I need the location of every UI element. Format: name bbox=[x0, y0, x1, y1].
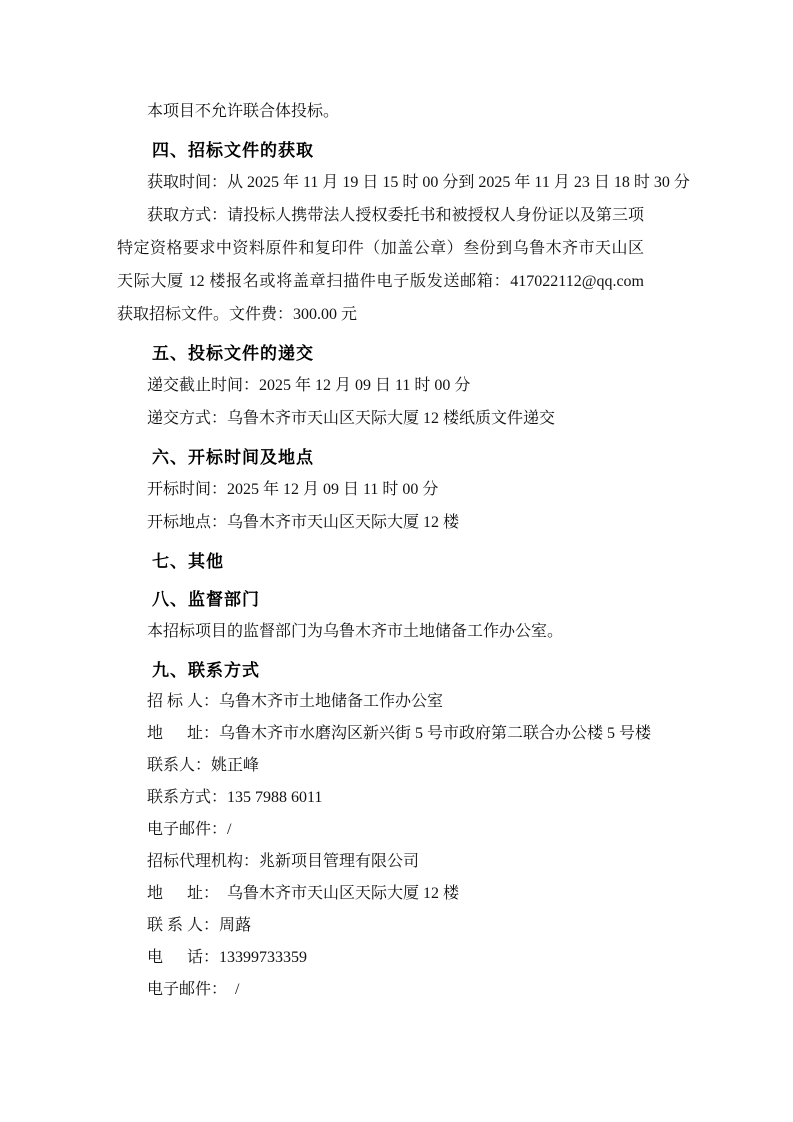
agency-phone-line: 电 话：13399733359 bbox=[147, 949, 308, 966]
tenderer-phone-line: 联系方式：135 7988 6011 bbox=[147, 789, 323, 806]
section-heading-contact: 九、联系方式 bbox=[152, 661, 260, 680]
submission-deadline-line: 递交截止时间：2025 年 12 月 09 日 11 时 00 分 bbox=[147, 377, 471, 394]
acquisition-method-paragraph: 获取方式：请投标人携带法人授权委托书和被授权人身份证以及第三项特定资格要求中资料原件和复印件（加盖公章）叁份到乌鲁木齐市天山区天际大厦 12 楼报名或将盖章扫描件电子版发送邮箱：417022112@qq.com 获取招标文件。文件费：300.00 元 bbox=[117, 207, 644, 323]
tenderer-email-line: 电子邮件：/ bbox=[147, 821, 232, 838]
no-consortium-line: 本项目不允许联合体投标。 bbox=[147, 103, 340, 120]
tenderer-contact-person-line: 联系人：姚正峰 bbox=[147, 757, 260, 774]
section-heading-supervision: 八、监督部门 bbox=[152, 590, 260, 609]
agency-address-line: 地 址： 乌鲁木齐市天山区天际大厦 12 楼 bbox=[147, 885, 460, 902]
agency-line: 招标代理机构：兆新项目管理有限公司 bbox=[147, 853, 420, 870]
tenderer-address-line: 地 址：乌鲁木齐市水磨沟区新兴街 5 号市政府第二联合办公楼 5 号楼 bbox=[147, 725, 652, 742]
agency-email-line: 电子邮件： / bbox=[147, 981, 240, 998]
tenderer-line: 招 标 人：乌鲁木齐市土地储备工作办公室 bbox=[147, 693, 444, 710]
agency-contact-person-line: 联 系 人：周蕗 bbox=[147, 917, 252, 934]
acquisition-time-line: 获取时间：从 2025 年 11 月 19 日 15 时 00 分到 2025 年 11 月 23 日 18 时 30 分 bbox=[147, 174, 690, 191]
bid-opening-place-line: 开标地点：乌鲁木齐市天山区天际大厦 12 楼 bbox=[147, 514, 460, 531]
section-heading-other: 七、其他 bbox=[152, 552, 224, 571]
document-body bbox=[117, 95, 690, 1006]
submission-method-line: 递交方式：乌鲁木齐市天山区天际大厦 12 楼纸质文件递交 bbox=[147, 410, 556, 427]
supervision-department-line: 本招标项目的监督部门为乌鲁木齐市土地储备工作办公室。 bbox=[147, 623, 564, 640]
section-heading-submission: 五、投标文件的递交 bbox=[152, 344, 314, 363]
section-heading-acquisition: 四、招标文件的获取 bbox=[152, 141, 314, 160]
bid-opening-time-line: 开标时间：2025 年 12 月 09 日 11 时 00 分 bbox=[147, 481, 439, 498]
section-heading-bid-opening: 六、开标时间及地点 bbox=[152, 448, 314, 467]
contact-info-block bbox=[117, 686, 652, 1006]
